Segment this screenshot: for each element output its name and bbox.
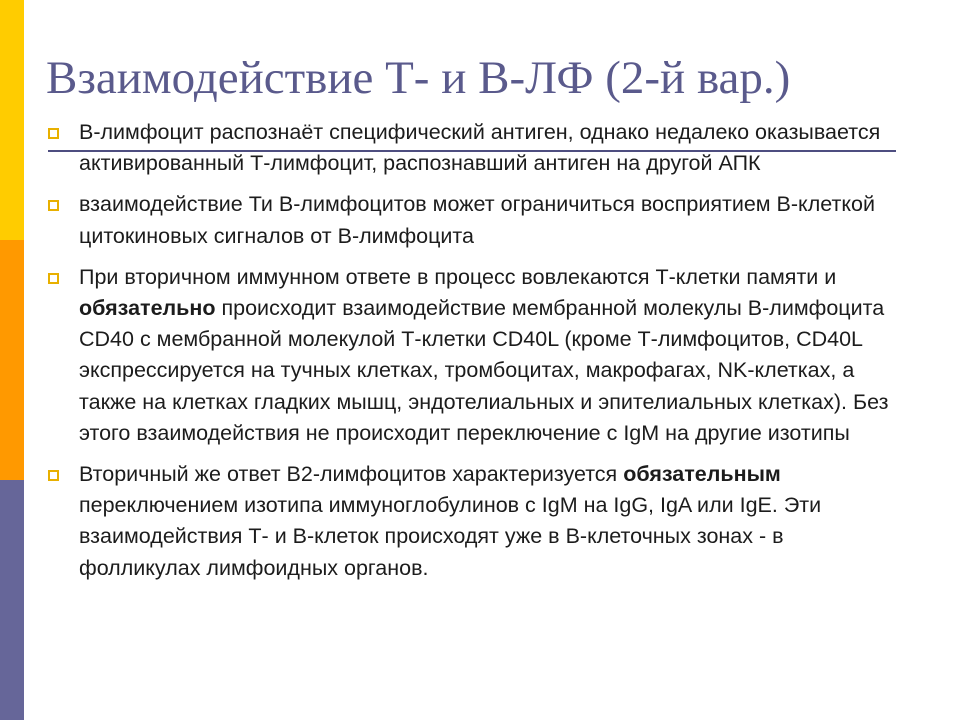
accent-bar-orange [0, 240, 24, 480]
bold-emphasis: обязательным [623, 462, 781, 487]
bullet-item [48, 117, 908, 179]
bullet-text: В-лимфоцит распознаёт специфический антиген, однако недалеко оказывается активированный Т-лимфоцит, распознавший антиген на другой АПК [79, 120, 881, 176]
square-bullet-icon [48, 470, 59, 481]
bullet-item [48, 189, 908, 251]
accent-bar-yellow [0, 0, 24, 240]
square-bullet-icon [48, 128, 59, 139]
bullet-text: Вторичный же ответ В2-лимфоцитов характеризуется обязательным переключением изотипа иммуноглобулинов с IgM на IgG, IgA или IgE. Эти взаимодействия Т- и В-клеток происходят уже в В-клеточных зонах - в фолликулах лимфоидных органов. [79, 462, 822, 580]
bullet-item [48, 262, 908, 449]
bold-emphasis: обязательно [79, 296, 216, 321]
bullet-list [48, 117, 908, 594]
bullet-item [48, 459, 908, 584]
bullet-text: взаимодействие Ти В-лимфоцитов может ограничиться восприятием В-клеткой цитокиновых сигналов от В-лимфоцита [79, 192, 875, 248]
square-bullet-icon [48, 200, 59, 211]
slide-title: Взаимодействие Т- и В-ЛФ (2-й вар.) [46, 52, 791, 104]
square-bullet-icon [48, 273, 59, 284]
bullet-text: При вторичном иммунном ответе в процесс вовлекаются Т-клетки памяти и обязательно происходит взаимодействие мембранной молекулы В-лимфоцита CD40 с мембранной молекулой Т-клетки CD40L (кроме Т-лимфоцитов, CD40L экспрессируется на тучных клетках, тромбоцитах, макрофагах, NK-клетках, а также на клетках гладких мышц, эндотелиальных и эпителиальных клетках). Без этого взаимодействия не происходит переключение с IgM на другие изотипы [79, 264, 889, 445]
accent-bar-slate [0, 480, 24, 720]
